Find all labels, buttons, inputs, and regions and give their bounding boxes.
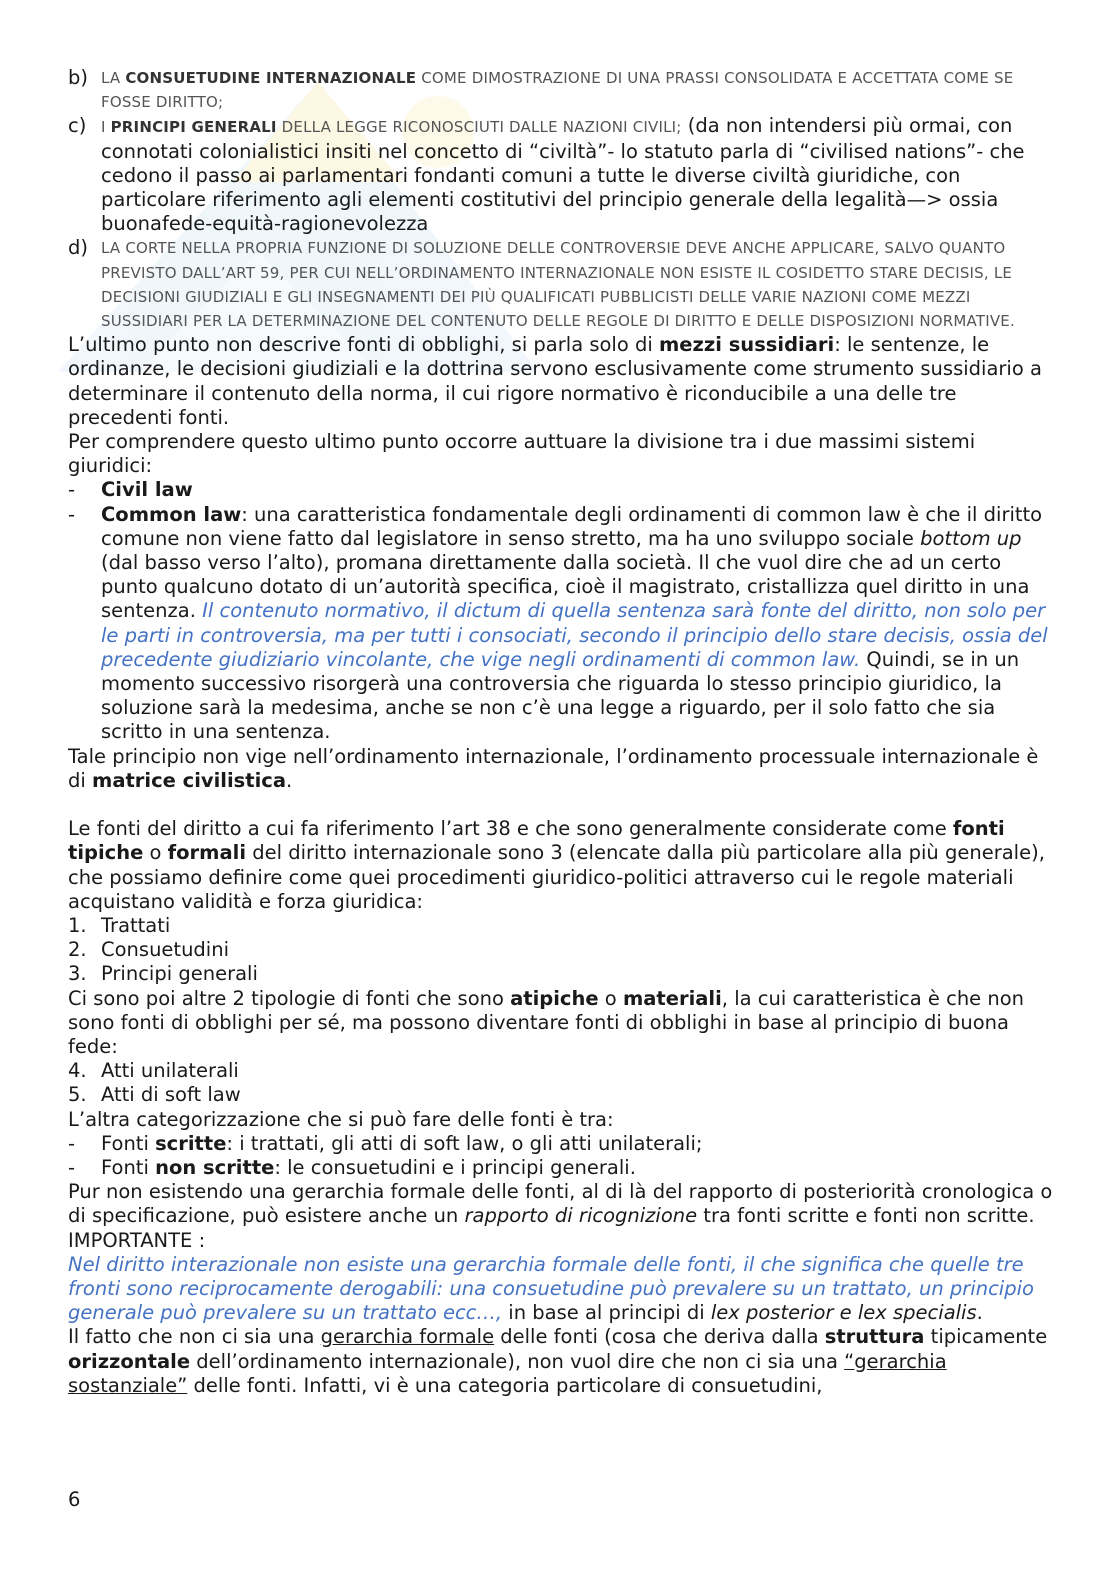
- list-item-fonti-non-scritte: [68, 1156, 1058, 1180]
- list-marker: -: [68, 1155, 76, 1179]
- list-item-text: Fonti non scritte: le consuetudini e i principi generali.: [101, 1155, 636, 1179]
- list-marker: -: [68, 502, 76, 526]
- list-marker: c): [68, 114, 87, 138]
- list-marker: b): [68, 66, 88, 89]
- list-item-text: Atti unilaterali: [101, 1059, 239, 1083]
- list-marker: d): [68, 236, 88, 260]
- paragraph-gerarchia-sostanziale: Il fatto che non ci sia una gerarchia formale delle fonti (cosa che deriva dalla struttura tipicamente orizzontale dell’ordinamento internazionale), non vuol dire che non ci sia una “gerarchia sostanziale” delle fonti. Infatti, vi è una categoria particolare di consuetudini,: [68, 1325, 1048, 1397]
- list-item-text: Trattati: [101, 913, 171, 937]
- list-marker: 3.: [68, 962, 87, 986]
- spacer: [68, 793, 1058, 817]
- list-item-text: Consuetudini: [101, 938, 229, 962]
- list-item-fonti-scritte: [68, 1132, 1058, 1156]
- list-item-common-law: [68, 503, 1058, 745]
- list-item-fonte-1: [68, 914, 1058, 938]
- list-item-fonte-5: [68, 1083, 1058, 1107]
- list-marker: 5.: [68, 1083, 87, 1107]
- paragraph-importante: IMPORTANTE :: [68, 1228, 206, 1252]
- list-item-text: LA CONSUETUDINE INTERNAZIONALE COME DIMOSTRAZIONE DI UNA PRASSI CONSOLIDATA E ACCETTATA COME SE FOSSE DIRITTO;: [101, 69, 1014, 112]
- list-item-text: Common law: una caratteristica fondamentale degli ordinamenti di common law è che il diritto comune non viene fatto dal legislatore in senso stretto, ma ha uno sviluppo sociale bottom up (dal basso verso l’alto), promana direttamente dalla società. Il che vuol dire che ad un certo punto qualcuno dotato di un’autorità specifica, cioè il magistrato, cristallizza quel diritto in una sentenza. Il contenuto normativo, il dictum di quella sentenza sarà fonte del diritto, non solo per le parti in controversia, ma per tutti i consociati, secondo il principio dello stare decisis, ossia del precedente giudiziario vincolante, che vige negli ordinamenti di common law. Quindi, se in un momento successivo risorgerà una controversia che riguarda lo stesso principio giuridico, la soluzione sarà la medesima, anche se non c’è una legge a riguardo, per il solo fatto che sia scritto in una sentenza.: [101, 502, 1048, 744]
- list-item-b: [68, 66, 1058, 114]
- list-item-text: LA CORTE NELLA PROPRIA FUNZIONE DI SOLUZIONE DELLE CONTROVERSIE DEVE ANCHE APPLICARE, SALVO QUANTO PREVISTO DALL’ART 59, PER CUI NELL’ORDINAMENTO INTERNAZIONALE NON ESISTE IL COSIDETTO STARE DECISIS, LE DECISIONI GIUDIZIALI E GLI INSEGNAMENTI DEI PIÙ QUALIFICATI PUBBLICISTI DELLE VARIE NAZIONI COME MEZZI SUSSIDIARI PER LA DETERMINAZIONE DEL CONTENUTO DELLE REGOLE DI DIRITTO E DELLE DISPOSIZIONI NORMATIVE.: [101, 239, 1015, 331]
- list-marker: 4.: [68, 1059, 87, 1083]
- list-item-text: I PRINCIPI GENERALI DELLA LEGGE RICONOSCIUTI DALLE NAZIONI CIVILI; (da non intendersi più ormai, con connotati colonialistici insiti nel concetto di “civiltà”- lo statuto parla di “civilised nations”- che cedono il passo ai parlamentari fondanti comuni a tutte le diverse civiltà giuridiche, con particolare riferimento agli elementi costitutivi del principio generale della legalità—> ossia buonafede-equità-ragionevolezza: [101, 114, 1025, 236]
- list-marker: -: [68, 478, 76, 502]
- page-number: 6: [68, 1488, 81, 1511]
- paragraph-sistemi: Per comprendere questo ultimo punto occorre auttuare la divisione tra i due massimi sistemi giuridici:: [68, 430, 976, 478]
- list-item-text: Atti di soft law: [101, 1083, 241, 1107]
- list-item-fonte-3: [68, 962, 1058, 986]
- paragraph-gerarchia: Nel diritto interazionale non esiste una gerarchia formale delle fonti, il che significa che quelle tre fronti sono reciprocamente derogabili: una consuetudine può prevalere su un trattato, un principio generale può prevalere su un trattato ecc…, in base al principi di lex posterior e lex specialis.: [68, 1252, 1034, 1325]
- list-item-fonte-2: [68, 938, 1058, 962]
- list-marker: 1.: [68, 913, 87, 937]
- list-item-text: Principi generali: [101, 962, 258, 986]
- paragraph-atipiche: Ci sono poi altre 2 tipologie di fonti che sono atipiche o materiali, la cui caratteristica è che non sono fonti di obblighi per sé, ma possono diventare fonti di obblighi in base al principio di buona fede:: [68, 986, 1025, 1058]
- paragraph-ricognizione: Pur non esistendo una gerarchia formale delle fonti, al di là del rapporto di posteriorità cronologica o di specificazione, può esistere anche un rapporto di ricognizione tra fonti scritte e fonti non scritte.: [68, 1180, 1053, 1228]
- list-item-text: Civil law: [101, 478, 193, 502]
- list-marker: -: [68, 1131, 76, 1155]
- list-item-d: [68, 236, 1058, 333]
- document-body: [68, 66, 1058, 1398]
- list-marker: 2.: [68, 938, 87, 962]
- list-item-text: Fonti scritte: i trattati, gli atti di soft law, o gli atti unilaterali;: [101, 1131, 703, 1155]
- paragraph-matrice: Tale principio non vige nell’ordinamento internazionale, l’ordinamento processuale internazionale è di matrice civilistica.: [68, 744, 1039, 792]
- paragraph-categorizzazione: L’altra categorizzazione che si può fare delle fonti è tra:: [68, 1107, 614, 1131]
- list-item-fonte-4: [68, 1059, 1058, 1083]
- paragraph-mezzi-sussidiari: L’ultimo punto non descrive fonti di obblighi, si parla solo di mezzi sussidiari: le sentenze, le ordinanze, le decisioni giudiziali e la dottrina servono esclusivamente come strumento sussidiario a determinare il contenuto della norma, il cui rigore normativo è riconducibile a una delle tre precedenti fonti.: [68, 333, 1042, 429]
- list-item-civil-law: [68, 478, 1058, 502]
- list-item-c: [68, 114, 1058, 236]
- paragraph-fonti: Le fonti del diritto a cui fa riferimento l’art 38 e che sono generalmente considerate come fonti tipiche o formali del diritto internazionale sono 3 (elencate dalla più particolare alla più generale), che possiamo definire come quei procedimenti giuridico-politici attraverso cui le regole materiali acquistano validità e forza giuridica:: [68, 817, 1045, 913]
